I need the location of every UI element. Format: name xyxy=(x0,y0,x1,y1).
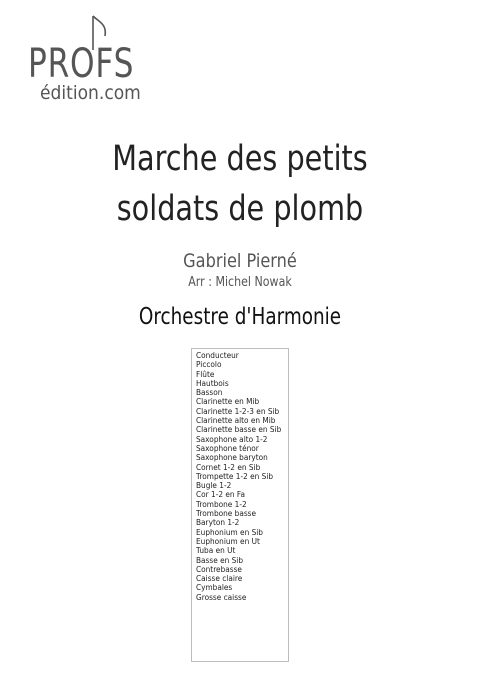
part-list-item: Saxophone baryton xyxy=(196,453,268,463)
part-list-item: Basson xyxy=(196,388,223,398)
part-list-item: Saxophone ténor xyxy=(196,443,259,453)
part-list-item: Euphonium en Ut xyxy=(196,536,260,546)
part-list-item: Piccolo xyxy=(196,360,222,370)
part-list-item: Flûte xyxy=(196,369,215,379)
part-list-item: Cornet 1-2 en Sib xyxy=(196,462,261,472)
part-list-item: Baryton 1-2 xyxy=(196,518,240,528)
composer-name: Gabriel Pierné xyxy=(183,250,297,272)
part-list-item: Caisse claire xyxy=(196,574,243,584)
part-list-item: Trompette 1-2 en Sib xyxy=(196,471,274,481)
score-title-line-1: Marche des petits xyxy=(112,139,368,179)
part-list-item: Conducteur xyxy=(196,351,239,360)
arranger-credit: Arr : Michel Nowak xyxy=(188,275,292,290)
part-list-item: Bugle 1-2 xyxy=(196,481,232,491)
logo-site-text: édition.com xyxy=(40,82,141,104)
part-list-item: Trombone 1-2 xyxy=(196,499,247,509)
ensemble-name: Orchestre d'Harmonie xyxy=(138,304,342,330)
part-list-item: Basse en Sib xyxy=(196,555,244,565)
part-list-item: Trombone basse xyxy=(196,509,257,519)
logo-brand-text: PROFS xyxy=(28,41,135,87)
part-list-item: Hautbois xyxy=(196,378,229,388)
part-list-item: Euphonium en Sib xyxy=(196,527,263,537)
part-list-item: Cymbales xyxy=(196,583,233,593)
part-list-item: Contrebasse xyxy=(196,564,242,574)
part-list-item: Tuba en Ut xyxy=(196,546,236,556)
part-list-item: Grosse caisse xyxy=(196,592,247,602)
profs-edition-logo xyxy=(22,14,182,104)
score-title-line-2: soldats de plomb xyxy=(116,189,364,229)
part-list-item: Clarinette 1-2-3 en Sib xyxy=(196,406,280,416)
part-list-item: Clarinette alto en Mib xyxy=(196,416,276,426)
part-list-item: Cor 1-2 en Fa xyxy=(196,490,245,500)
part-list-item: Clarinette basse en Sib xyxy=(196,425,282,435)
part-list-item: Clarinette en Mib xyxy=(196,397,260,407)
part-list-item: Saxophone alto 1-2 xyxy=(196,434,268,444)
parts-list xyxy=(191,348,289,662)
